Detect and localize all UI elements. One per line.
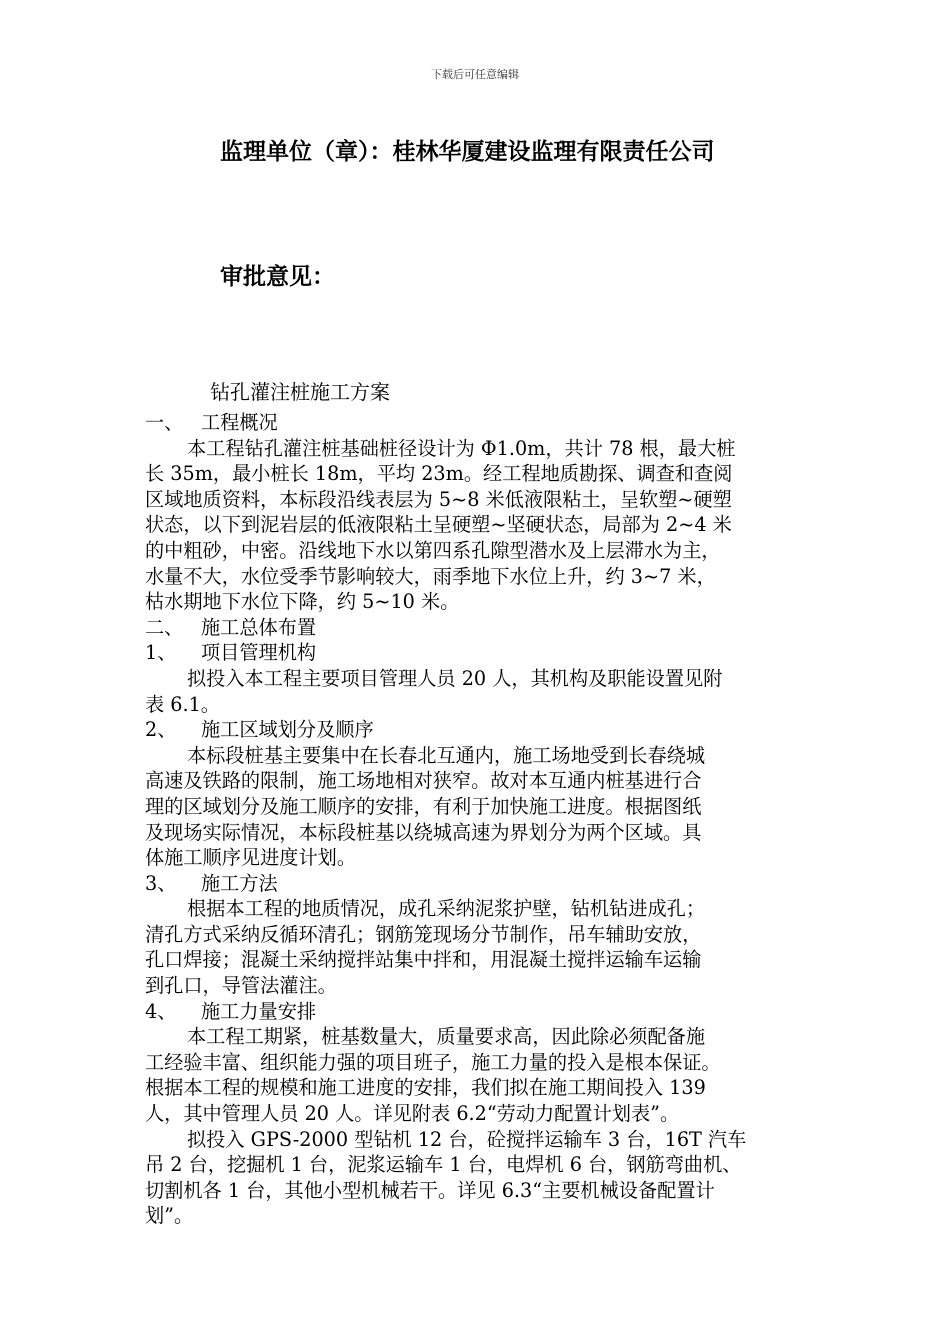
paragraph-line bbox=[145, 538, 825, 564]
paragraph-line bbox=[145, 512, 825, 538]
section-heading bbox=[145, 999, 825, 1025]
paragraph-line bbox=[145, 436, 825, 462]
paragraph-text: 根据本工程的规模和施工进度的安排，我们拟在施工期间投入 139 bbox=[145, 1076, 706, 1100]
section-heading-text: 施工区域划分及顺序 bbox=[201, 718, 374, 742]
paragraph-text: 人，其中管理人员 20 人。详见附表 6.2“劳动力配置计划表”。 bbox=[145, 1102, 680, 1126]
section-heading bbox=[145, 871, 825, 897]
section-heading-text: 项目管理机构 bbox=[201, 641, 317, 665]
paragraph-text: 拟投入 GPS-2000 型钻机 12 台，砼搅拌运输车 3 台，16T 汽车 bbox=[187, 1127, 747, 1151]
paragraph-text: 枯水期地下水位下降，约 5~10 米。 bbox=[145, 590, 460, 614]
paragraph-line bbox=[145, 564, 825, 590]
paragraph-line bbox=[145, 1152, 825, 1178]
paragraph-text: 本工程工期紧，桩基数量大，质量要求高，因此除必须配备施 bbox=[187, 1025, 706, 1049]
paragraph-line bbox=[145, 1101, 825, 1127]
paragraph-text: 理的区域划分及施工顺序的安排，有利于加快施工进度。根据图纸 bbox=[145, 794, 702, 818]
paragraph-text: 长 35m，最小桩长 18m，平均 23m。经工程地质勘探、调查和查阅 bbox=[145, 462, 733, 486]
section-heading-text: 施工方法 bbox=[201, 871, 278, 895]
paragraph-line bbox=[145, 845, 825, 871]
section-heading bbox=[145, 615, 825, 641]
paragraph-text: 水量不大，水位受季节影响较大，雨季地下水位上升，约 3~7 米， bbox=[145, 564, 716, 588]
paragraph-text: 体施工顺序见进度计划。 bbox=[145, 846, 357, 870]
section-heading bbox=[145, 410, 825, 436]
paragraph-text: 根据本工程的地质情况，成孔采纳泥浆护壁，钻机钻进成孔； bbox=[187, 897, 706, 921]
paragraph-line bbox=[145, 973, 825, 999]
paragraph-line bbox=[145, 1178, 825, 1204]
paragraph-text: 及现场实际情况，本标段桩基以绕城高速为界划分为两个区域。具 bbox=[145, 820, 702, 844]
paragraph-text: 切割机各 1 台，其他小型机械若干。详见 6.3“主要机械设备配置计 bbox=[145, 1178, 715, 1202]
paragraph-text: 区域地质资料，本标段沿线表层为 5~8 米低液限粘土，呈软塑~硬塑 bbox=[145, 487, 732, 511]
paragraph-line bbox=[145, 743, 825, 769]
section-number: 4、 bbox=[145, 999, 177, 1023]
header-note: 下载后可任意编辑 bbox=[431, 68, 519, 81]
paragraph-line bbox=[145, 794, 825, 820]
paragraph-text: 本工程钻孔灌注桩基础桩径设计为 Φ1.0m，共计 78 根，最大桩 bbox=[187, 436, 736, 460]
paragraph-line bbox=[145, 692, 825, 718]
section-heading bbox=[145, 717, 825, 743]
paragraph-text: 状态，以下到泥岩层的低液限粘土呈硬塑~坚硬状态，局部为 2~4 米 bbox=[145, 513, 732, 537]
paragraph-text: 清孔方式采纳反循环清孔；钢筋笼现场分节制作，吊车辅助安放， bbox=[145, 922, 702, 946]
paragraph-text: 吊 2 台，挖掘机 1 台，泥浆运输车 1 台，电焊机 6 台，钢筋弯曲机、 bbox=[145, 1153, 742, 1177]
section-number: 2、 bbox=[145, 718, 177, 742]
section-number: 1、 bbox=[145, 641, 177, 665]
paragraph-text: 拟投入本工程主要项目管理人员 20 人，其机构及职能设置见附 bbox=[187, 666, 723, 690]
approval-opinion-label: 审批意见： bbox=[220, 263, 335, 290]
paragraph-line bbox=[145, 922, 825, 948]
document-body bbox=[145, 410, 825, 1229]
paragraph-text: 的中粗砂，中密。沿线地下水以第四系孔隙型潜水及上层滞水为主， bbox=[145, 538, 721, 562]
section-heading bbox=[145, 640, 825, 666]
paragraph-line bbox=[145, 896, 825, 922]
section-heading-text: 施工总体布置 bbox=[201, 615, 317, 639]
paragraph-text: 到孔口，导管法灌注。 bbox=[145, 974, 337, 998]
paragraph-line bbox=[145, 768, 825, 794]
paragraph-line bbox=[145, 1050, 825, 1076]
section-heading-text: 施工力量安排 bbox=[201, 999, 317, 1023]
paragraph-line bbox=[145, 820, 825, 846]
paragraph-text: 高速及铁路的限制，施工场地相对狭窄。故对本互通内桩基进行合 bbox=[145, 769, 702, 793]
paragraph-text: 孔口焊接；混凝土采纳搅拌站集中拌和，用混凝土搅拌运输车运输 bbox=[145, 948, 702, 972]
paragraph-text: 划”。 bbox=[145, 1204, 194, 1228]
paragraph-line bbox=[145, 487, 825, 513]
paragraph-line bbox=[145, 1127, 825, 1153]
paragraph-text: 工经验丰富、组织能力强的项目班子，施工力量的投入是根本保证。 bbox=[145, 1050, 721, 1074]
paragraph-line bbox=[145, 461, 825, 487]
paragraph-line bbox=[145, 1075, 825, 1101]
section-number: 一、 bbox=[145, 411, 184, 434]
paragraph-line bbox=[145, 589, 825, 615]
paragraph-text: 本标段桩基主要集中在长春北互通内，施工场地受到长春绕城 bbox=[187, 743, 706, 767]
paragraph-line bbox=[145, 947, 825, 973]
section-number: 二、 bbox=[145, 615, 184, 639]
paragraph-line bbox=[145, 1024, 825, 1050]
paragraph-line bbox=[145, 1203, 825, 1229]
document-title: 钻孔灌注桩施工方案 bbox=[210, 380, 390, 404]
section-number: 3、 bbox=[145, 871, 177, 895]
paragraph-text: 表 6.1。 bbox=[145, 692, 220, 716]
paragraph-line bbox=[145, 666, 825, 692]
supervisor-unit-label: 监理单位（章）：桂林华厦建设监理有限责任公司 bbox=[220, 138, 715, 165]
section-heading-text: 工程概况 bbox=[201, 411, 278, 434]
